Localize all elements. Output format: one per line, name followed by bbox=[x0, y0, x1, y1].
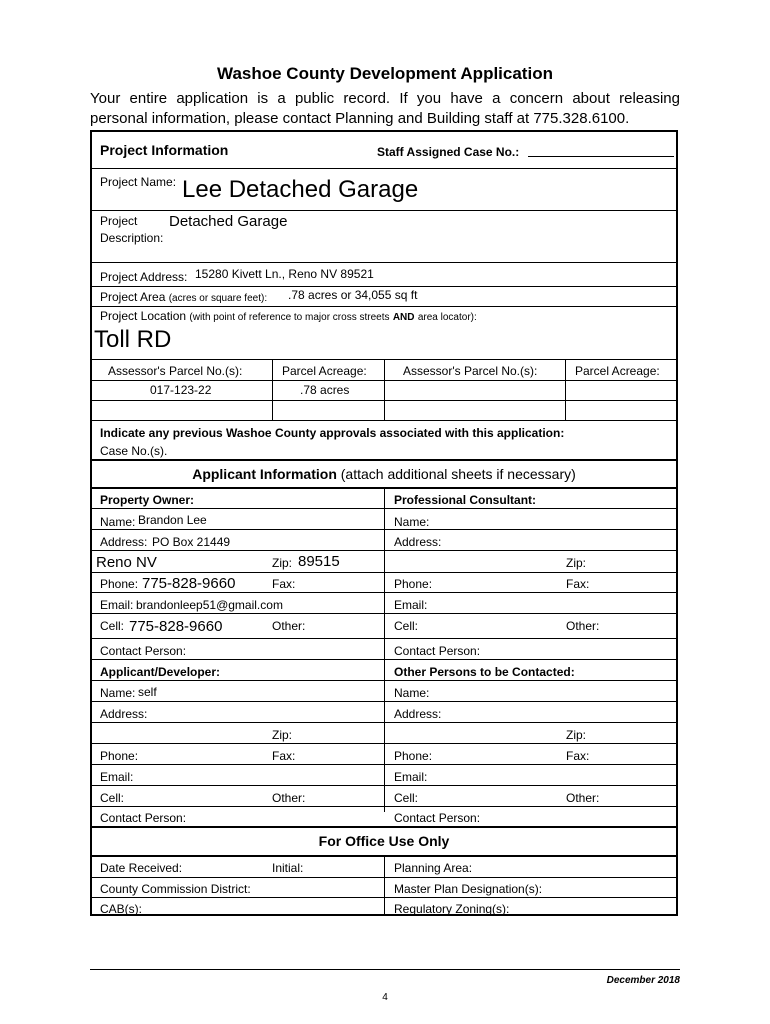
regulatory-zoning-label: Regulatory Zoning(s): bbox=[394, 902, 510, 916]
planning-area-label: Planning Area: bbox=[394, 861, 473, 875]
commission-district-label: County Commission District: bbox=[100, 882, 251, 896]
developer-other-label: Other: bbox=[272, 791, 306, 805]
owner-other-label: Other: bbox=[272, 619, 306, 633]
date-received-label: Date Received: bbox=[100, 861, 183, 875]
document-title: Washoe County Development Application bbox=[217, 64, 553, 83]
parcel-acreage-header-2: Parcel Acreage: bbox=[575, 364, 660, 378]
other-fax-label: Fax: bbox=[566, 749, 590, 763]
parcel-acreage-field-1[interactable]: .78 acres bbox=[300, 383, 350, 397]
consultant-name-label: Name: bbox=[394, 515, 430, 529]
project-address-label: Project Address: bbox=[100, 270, 188, 284]
parcel-no-field-1[interactable]: 017-123-22 bbox=[150, 383, 212, 397]
project-location-label bbox=[100, 309, 477, 323]
owner-fax-label: Fax: bbox=[272, 577, 296, 591]
owner-phone-field[interactable]: 775-828-9660 bbox=[142, 575, 236, 592]
case-no-field[interactable] bbox=[528, 156, 674, 157]
project-location-note-post: area locator): bbox=[417, 312, 477, 323]
project-area-label bbox=[100, 290, 267, 304]
owner-city-field[interactable]: Reno NV bbox=[96, 554, 157, 571]
parcel-no-header-2: Assessor's Parcel No.(s): bbox=[403, 364, 538, 378]
master-plan-label: Master Plan Designation(s): bbox=[394, 882, 543, 896]
other-other-label: Other: bbox=[566, 791, 600, 805]
cab-label: CAB(s): bbox=[100, 902, 142, 916]
owner-zip-label: Zip: bbox=[272, 556, 293, 570]
consultant-phone-label: Phone: bbox=[394, 577, 433, 591]
other-cell-label: Cell: bbox=[394, 791, 419, 805]
other-email-label: Email: bbox=[394, 770, 428, 784]
owner-contact-label: Contact Person: bbox=[100, 644, 187, 658]
intro-line-2: personal information, please contact Planning and Building staff at 775.328.6100. bbox=[90, 110, 630, 127]
project-area-label-text: Project Area bbox=[100, 290, 166, 304]
developer-email-label: Email: bbox=[100, 770, 134, 784]
applicant-section-note: (attach additional sheets if necessary) bbox=[340, 466, 576, 482]
owner-name-field[interactable]: Brandon Lee bbox=[138, 513, 207, 527]
project-section-title: Project Information bbox=[100, 142, 229, 158]
project-location-note-and: AND bbox=[392, 312, 415, 323]
project-description-field[interactable]: Detached Garage bbox=[169, 213, 288, 230]
developer-address-label: Address: bbox=[100, 707, 148, 721]
project-location-label-text: Project Location bbox=[100, 309, 187, 323]
intro-line-1: Your entire application is a public record. If you have a concern about releasing bbox=[90, 90, 680, 107]
consultant-email-label: Email: bbox=[394, 598, 428, 612]
project-description-label-2: Description: bbox=[100, 231, 164, 245]
project-address-field[interactable]: 15280 Kivett Ln., Reno NV 89521 bbox=[195, 267, 374, 281]
property-owner-heading: Property Owner: bbox=[100, 493, 195, 507]
owner-email-label: Email: bbox=[100, 598, 134, 612]
project-area-field[interactable]: .78 acres or 34,055 sq ft bbox=[288, 288, 418, 302]
applicant-section-header bbox=[92, 466, 676, 482]
other-contact-label: Contact Person: bbox=[394, 811, 481, 825]
owner-email-field[interactable]: brandonleep51@gmail.com bbox=[136, 598, 283, 612]
developer-cell-label: Cell: bbox=[100, 791, 125, 805]
case-no-label: Staff Assigned Case No.: bbox=[377, 145, 520, 159]
project-area-label-note: (acres or square feet): bbox=[168, 293, 268, 304]
other-address-label: Address: bbox=[394, 707, 442, 721]
developer-zip-label: Zip: bbox=[272, 728, 293, 742]
case-nos-label: Case No.(s). bbox=[100, 444, 168, 458]
footer-date: December 2018 bbox=[606, 975, 680, 986]
developer-heading: Applicant/Developer: bbox=[100, 665, 221, 679]
other-zip-label: Zip: bbox=[566, 728, 587, 742]
consultant-cell-label: Cell: bbox=[394, 619, 419, 633]
owner-cell-field[interactable]: 775-828-9660 bbox=[129, 618, 223, 635]
owner-cell-label: Cell: bbox=[100, 619, 125, 633]
other-persons-heading: Other Persons to be Contacted: bbox=[394, 665, 575, 679]
consultant-heading: Professional Consultant: bbox=[394, 493, 537, 507]
footer-rule bbox=[90, 969, 680, 970]
developer-fax-label: Fax: bbox=[272, 749, 296, 763]
consultant-other-label: Other: bbox=[566, 619, 600, 633]
initial-label: Initial: bbox=[272, 861, 304, 875]
consultant-fax-label: Fax: bbox=[566, 577, 590, 591]
other-name-label: Name: bbox=[394, 686, 430, 700]
form-frame bbox=[90, 130, 678, 916]
parcel-no-header-1: Assessor's Parcel No.(s): bbox=[108, 364, 243, 378]
developer-phone-label: Phone: bbox=[100, 749, 139, 763]
page-number: 4 bbox=[382, 992, 388, 1003]
consultant-address-label: Address: bbox=[394, 535, 442, 549]
project-name-label: Project Name: bbox=[100, 175, 177, 189]
owner-zip-field[interactable]: 89515 bbox=[298, 553, 340, 570]
owner-address-field[interactable]: PO Box 21449 bbox=[152, 535, 231, 549]
consultant-contact-label: Contact Person: bbox=[394, 644, 481, 658]
developer-name-field[interactable]: self bbox=[138, 685, 157, 699]
applicant-section-title: Applicant Information bbox=[192, 466, 337, 482]
office-section-title: For Office Use Only bbox=[318, 833, 450, 849]
parcel-acreage-header-1: Parcel Acreage: bbox=[282, 364, 367, 378]
owner-name-label: Name: bbox=[100, 515, 136, 529]
project-location-note-pre: (with point of reference to major cross streets bbox=[189, 312, 390, 323]
developer-name-label: Name: bbox=[100, 686, 136, 700]
developer-contact-label: Contact Person: bbox=[100, 811, 187, 825]
project-location-field[interactable]: Toll RD bbox=[94, 326, 172, 353]
project-description-label-1: Project bbox=[100, 214, 138, 228]
owner-address-label: Address: bbox=[100, 535, 148, 549]
owner-phone-label: Phone: bbox=[100, 577, 139, 591]
other-phone-label: Phone: bbox=[394, 749, 433, 763]
prior-approvals-label: Indicate any previous Washoe County approvals associated with this application: bbox=[100, 426, 565, 440]
project-name-field[interactable]: Lee Detached Garage bbox=[182, 176, 419, 203]
consultant-zip-label: Zip: bbox=[566, 556, 587, 570]
